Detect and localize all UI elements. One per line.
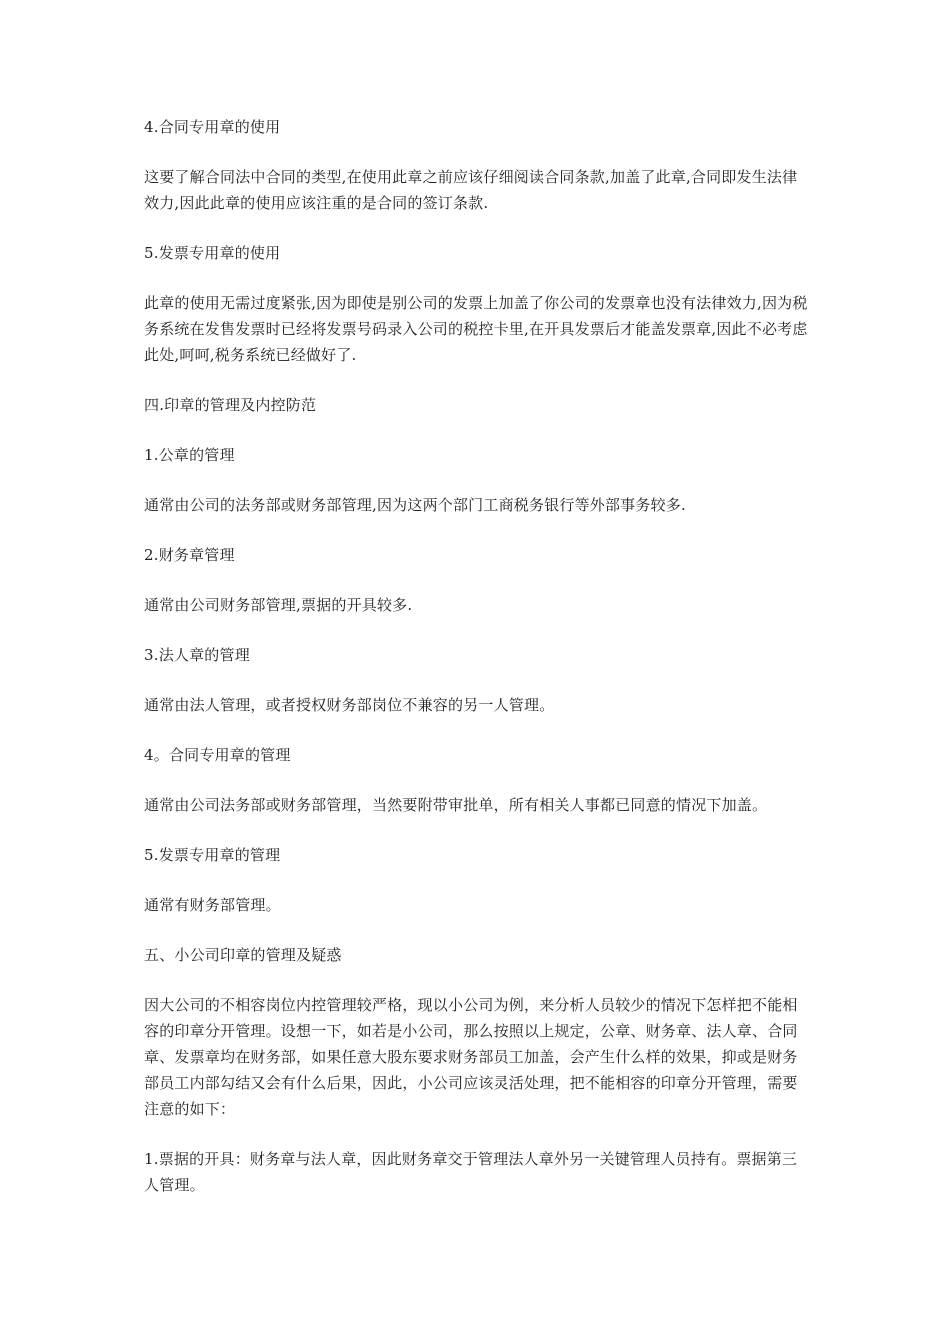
body-paragraph: 通常有财务部管理。	[144, 896, 281, 914]
body-paragraph: 1.票据的开具：财务章与法人章，因此财务章交于管理法人章外另一关键管理人员持有。票据第三人管理。	[144, 1150, 798, 1194]
body-paragraph: 通常由法人管理，或者授权财务部岗位不兼容的另一人管理。	[144, 696, 555, 714]
section-heading: 4.合同专用章的使用	[144, 118, 281, 136]
section-heading: 5.发票专用章的管理	[144, 846, 281, 864]
section-heading: 4。合同专用章的管理	[144, 746, 291, 764]
chapter-heading: 四.印章的管理及内控防范	[144, 396, 317, 414]
body-paragraph: 通常由公司法务部或财务部管理，当然要附带审批单，所有相关人事都已同意的情况下加盖。	[144, 796, 768, 814]
document-page	[144, 114, 812, 1222]
body-paragraph: 此章的使用无需过度紧张,因为即使是别公司的发票上加盖了你公司的发票章也没有法律效力,因为税务系统在发售发票时已经将发票号码录入公司的税控卡里,在开具发票后才能盖发票章,因此不必考虑此处,呵呵,税务系统已经做好了.	[144, 294, 808, 364]
section-heading: 3.法人章的管理	[144, 646, 250, 664]
body-paragraph: 通常由公司的法务部或财务部管理,因为这两个部门工商税务银行等外部事务较多.	[144, 496, 686, 514]
section-heading: 1.公章的管理	[144, 446, 235, 464]
chapter-heading: 五、小公司印章的管理及疑惑	[144, 946, 342, 964]
section-heading: 5.发票专用章的使用	[144, 244, 281, 262]
body-paragraph: 通常由公司财务部管理,票据的开具较多.	[144, 596, 413, 614]
body-paragraph: 这要了解合同法中合同的类型,在使用此章之前应该仔细阅读合同条款,加盖了此章,合同即发生法律效力,因此此章的使用应该注重的是合同的签订条款.	[144, 168, 798, 212]
body-paragraph: 因大公司的不相容岗位内控管理较严格，现以小公司为例，来分析人员较少的情况下怎样把不能相容的印章分开管理。设想一下，如若是小公司，那么按照以上规定，公章、财务章、法人章、合同章、发票章均在财务部，如果任意大股东要求财务部员工加盖，会产生什么样的效果，抑或是财务部员工内部勾结又会有什么后果，因此，小公司应该灵活处理，把不能相容的印章分开管理，需要注意的如下：	[144, 996, 798, 1118]
section-heading: 2.财务章管理	[144, 546, 235, 564]
